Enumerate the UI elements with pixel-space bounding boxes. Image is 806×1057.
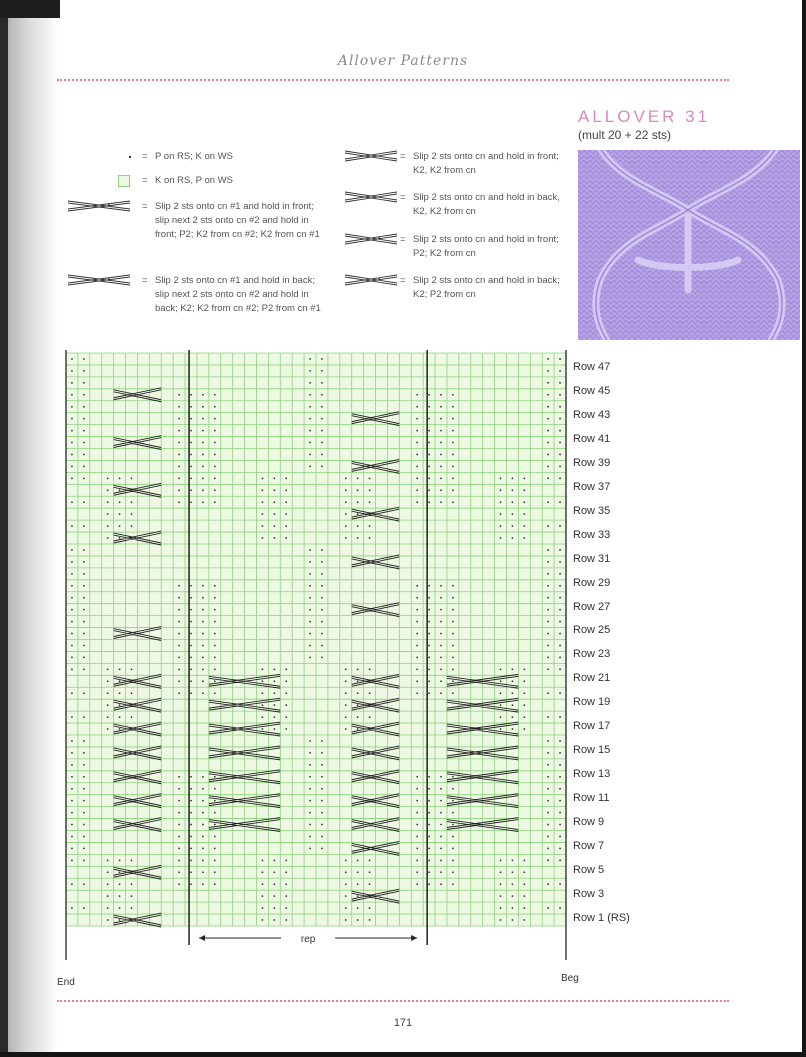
row-label: Row 31 [573, 552, 611, 565]
row-label: Row 21 [573, 672, 611, 685]
key-description: K on RS, P on WS [155, 175, 233, 186]
pattern-multiple: (mult 20 + 22 sts) [578, 128, 672, 142]
row-label: Row 29 [573, 576, 611, 589]
row-label: Row 47 [573, 361, 611, 373]
bottom-dotted-rule [57, 1000, 729, 1002]
key-equals: = [142, 175, 148, 186]
row-label: Row 13 [573, 768, 611, 781]
row-label: Row 35 [573, 504, 611, 517]
cable-crossing-symbols [114, 388, 519, 927]
key-symbol-cross-back-icon [343, 191, 399, 207]
rep-label: rep [300, 934, 316, 945]
row-label: Row 9 [573, 816, 605, 829]
key-description: P on RS; K on WS [155, 151, 233, 162]
key-description: Slip 2 sts onto cn and hold in front; P2; K2 from cn [413, 234, 559, 259]
row-label: Row 39 [573, 456, 611, 469]
beg-label: Beg [561, 973, 579, 984]
key-equals: = [142, 201, 148, 212]
key-symbol-cross-front-purl-icon [343, 233, 399, 249]
row-label: Row 3 [573, 887, 605, 900]
row-label: Row 5 [573, 863, 605, 876]
row-label: Row 27 [573, 600, 611, 613]
row-label: Row 33 [573, 528, 611, 541]
row-label: Row 17 [573, 720, 611, 733]
chart-background [66, 353, 566, 926]
row-label: Row 41 [573, 432, 611, 445]
key-symbol-cross-back-purl-icon [343, 274, 399, 290]
running-head: Allover Patterns [337, 53, 469, 69]
key-description: Slip 2 sts onto cn #1 and hold in back; slip next 2 sts onto cn #2 and hold in back; K2; K2 from cn #2; P2 from cn #1 [155, 275, 321, 314]
page-bottom-edge [0, 1052, 806, 1057]
row-label: Row 15 [573, 744, 611, 757]
key-symbol-cable-back-dot-icon [66, 274, 132, 290]
key-symbol-dot-icon [125, 150, 139, 166]
row-label: Row 1 (RS) [573, 911, 630, 924]
row-label: Row 23 [573, 648, 611, 661]
end-label: End [57, 977, 75, 988]
row-label: Row 7 [573, 840, 605, 852]
key-description: Slip 2 sts onto cn and hold in back; K2; P2 from cn [413, 275, 560, 300]
knitted-swatch-photo [578, 150, 800, 340]
row-label: Row 19 [573, 696, 611, 709]
key-symbol-cable-front-dot-icon [66, 200, 132, 216]
row-label: Row 37 [573, 480, 611, 493]
key-equals: = [400, 234, 406, 245]
page-binding-corner [0, 0, 60, 18]
key-symbol-cross-front-icon [343, 150, 399, 166]
row-label: Row 11 [573, 792, 610, 805]
key-description: Slip 2 sts onto cn and hold in back, K2, K2 from cn [413, 192, 560, 217]
key-equals: = [400, 275, 406, 286]
row-label: Row 45 [573, 384, 611, 397]
rep-arrow-left-head [199, 935, 205, 941]
key-description: Slip 2 sts onto cn #1 and hold in front; slip next 2 sts onto cn #2 and hold in front; P2; K2 from cn #2; K2 from cn #1 [155, 201, 320, 240]
key-equals: = [400, 151, 406, 162]
key-equals: = [142, 275, 148, 286]
row-label: Row 43 [573, 408, 611, 421]
row-label: Row 25 [573, 624, 611, 637]
key-equals: = [400, 192, 406, 203]
chart-grid [66, 353, 566, 926]
rep-arrow-right-head [411, 935, 417, 941]
key-description: Slip 2 sts onto cn and hold in front; K2, K2 from cn [413, 151, 559, 176]
top-dotted-rule [57, 79, 729, 81]
page-number: 171 [393, 1017, 413, 1029]
page-right-edge [802, 0, 806, 1057]
page-binding-edge [0, 0, 8, 1057]
key-symbol-box-icon [118, 174, 132, 190]
page-binding-shadow [0, 0, 58, 1057]
key-equals: = [142, 151, 148, 162]
purl-stitch-dots [71, 358, 561, 921]
pattern-title: ALLOVER 31 [578, 107, 711, 126]
